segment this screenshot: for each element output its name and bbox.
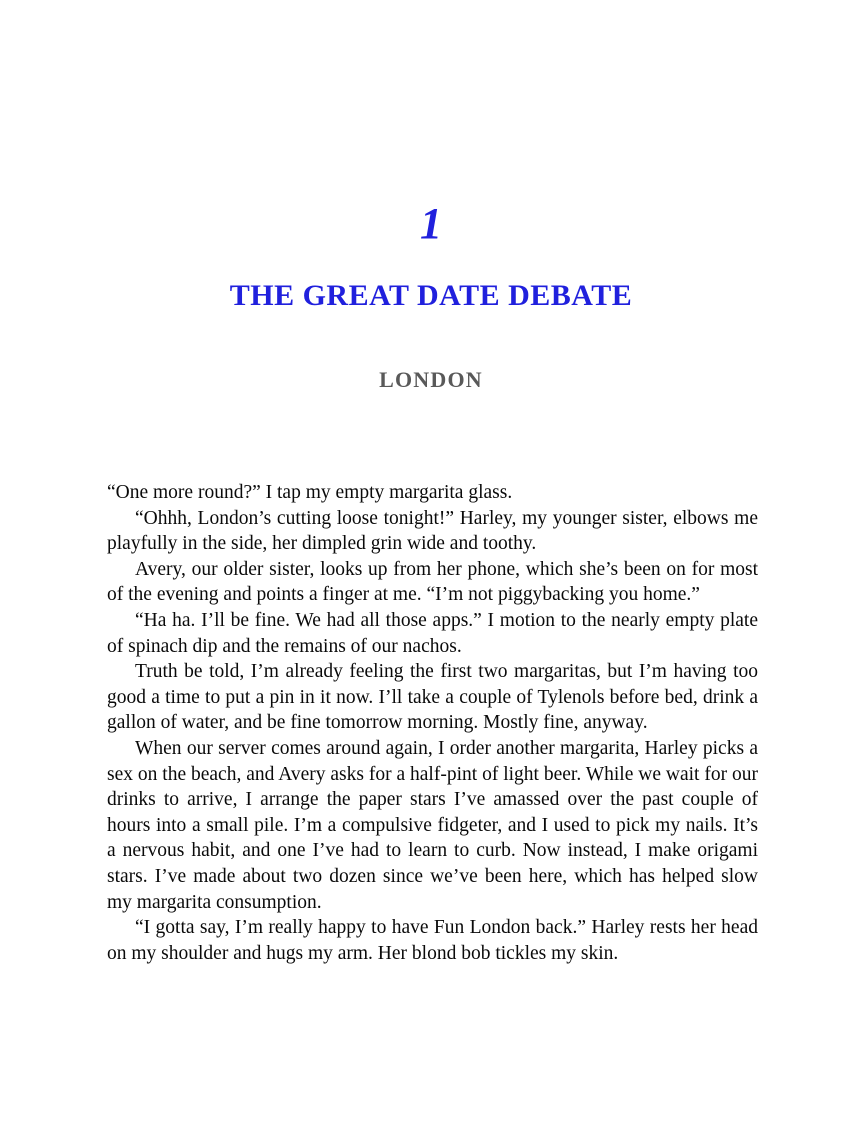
section-heading: LONDON bbox=[379, 367, 483, 392]
chapter-number: 1 bbox=[420, 199, 442, 248]
chapter-title: THE GREAT DATE DEBATE bbox=[229, 279, 633, 312]
body-text bbox=[107, 480, 758, 966]
paragraph: “Ohhh, London’s cutting loose tonight!” Harley, my younger sister, elbows me playfully in the side, her dimpled grin wide and toothy. bbox=[107, 507, 758, 555]
paragraph: “Ha ha. I’ll be fine. We had all those apps.” I motion to the nearly empty plate of spinach dip and the remains of our nachos. bbox=[107, 609, 758, 657]
paragraph: When our server comes around again, I order another margarita, Harley picks a sex on the beach, and Avery asks for a half-pint of light beer. While we wait for our drinks to arrive, I arrange the paper stars I’ve amassed over the past couple of hours into a small pile. I’m a compulsive fidgeter, and I used to pick my nails. It’s a nervous habit, and one I’ve had to learn to curb. Now instead, I make origami stars. I’ve made about two dozen since we’ve been here, which has helped slow my margarita consumption. bbox=[107, 737, 758, 913]
paragraph: Avery, our older sister, looks up from her phone, which she’s been on for most of the evening and points a finger at me. “I’m not piggybacking you home.” bbox=[107, 558, 758, 606]
paragraph: “I gotta say, I’m really happy to have Fun London back.” Harley rests her head on my shoulder and hugs my arm. Her blond bob tickles my skin. bbox=[107, 917, 758, 964]
paragraph: “One more round?” I tap my empty margarita glass. bbox=[107, 482, 513, 503]
paragraph: Truth be told, I’m already feeling the first two margaritas, but I’m having too good a time to put a pin in it now. I’ll take a couple of Tylenols before bed, drink a gallon of water, and be fine tomorrow morning. Mostly fine, anyway. bbox=[107, 661, 758, 734]
